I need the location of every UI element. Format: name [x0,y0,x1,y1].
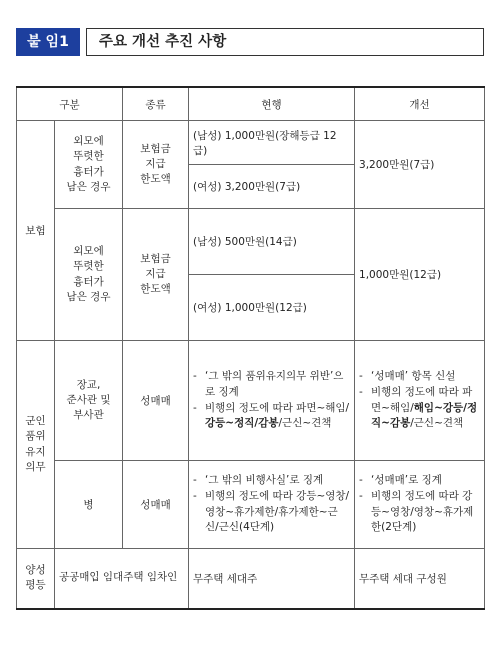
list-item [359,385,480,432]
row-category: 외모에 뚜렷한 흉터가 남은 경우 [55,121,123,209]
improved-value: 무주택 세대 구성원 [355,549,485,609]
table-row [17,549,485,609]
row-kind: 보험금 지급 한도액 [123,121,189,209]
current-male-value: (남성) 1,000만원(장해등급 12급) [189,121,355,165]
table-header-row [17,87,485,121]
list-item: - ‘그 밖의 품위유지의무 위반’으로 징계 [193,369,350,401]
group-label-equality: 양성 평등 [17,549,55,609]
row-kind: 성매매 [123,341,189,461]
table-row [17,121,485,165]
current-rules [189,341,355,461]
list-item: - ‘성매매’로 징계 [359,473,480,489]
column-header-improved: 개선 [355,87,485,121]
improved-value: 3,200만원(7급) [355,121,485,209]
table-row [17,209,485,275]
row-kind: 보험금 지급 한도액 [123,209,189,341]
row-category: 공공매입 임대주택 임차인 [55,549,189,609]
column-header-current: 현행 [189,87,355,121]
group-label-military: 군인 품위 유지 의무 [17,341,55,549]
page-title: 주요 개선 추진 사항 [86,28,484,56]
list-item-text: 비행의 정도에 따라 파면~해임/ [371,385,473,414]
group-label-insurance: 보험 [17,121,55,341]
list-item-text: 비행의 정도에 따라 파면~해임/ [205,401,350,414]
row-category: 병 [55,461,123,549]
current-female-value: (여성) 1,000만원(12급) [189,275,355,341]
row-category: 외모에 뚜렷한 흉터가 남은 경우 [55,209,123,341]
table-row [17,341,485,461]
current-male-value: (남성) 500만원(14급) [189,209,355,275]
list-item: - ‘그 밖의 비행사실’로 징계 [193,473,350,489]
current-rules [189,461,355,549]
row-kind: 성매매 [123,461,189,549]
improved-value: 1,000만원(12급) [355,209,485,341]
header [16,28,484,56]
current-female-value: (여성) 3,200만원(7급) [189,165,355,209]
column-header-kind: 종류 [123,87,189,121]
list-item: - 비행의 정도에 따라 강등~영창/영창~휴가제한(2단계) [359,489,480,536]
highlight-text: 강등~정직/감봉 [205,417,279,430]
list-item-tail: /근신~견책 [278,417,332,430]
attachment-badge: 붙 임1 [16,28,80,56]
highlight-text: 해임~강등/정직~감봉 [371,401,478,430]
improved-rules [355,461,485,549]
list-item [193,401,350,433]
list-item: - ‘성매매’ 항목 신설 [359,369,480,385]
improvement-table [16,86,485,610]
column-header-category: 구분 [17,87,123,121]
improved-rules [355,341,485,461]
list-item: - 비행의 정도에 따라 강등~영창/영창~휴가제한/휴가제한~근신/근신(4단계) [193,489,350,536]
table-row [17,461,485,549]
current-value: 무주택 세대주 [189,549,355,609]
list-item-tail: /근신~견책 [410,417,464,430]
row-category: 장교, 준사관 및 부사관 [55,341,123,461]
